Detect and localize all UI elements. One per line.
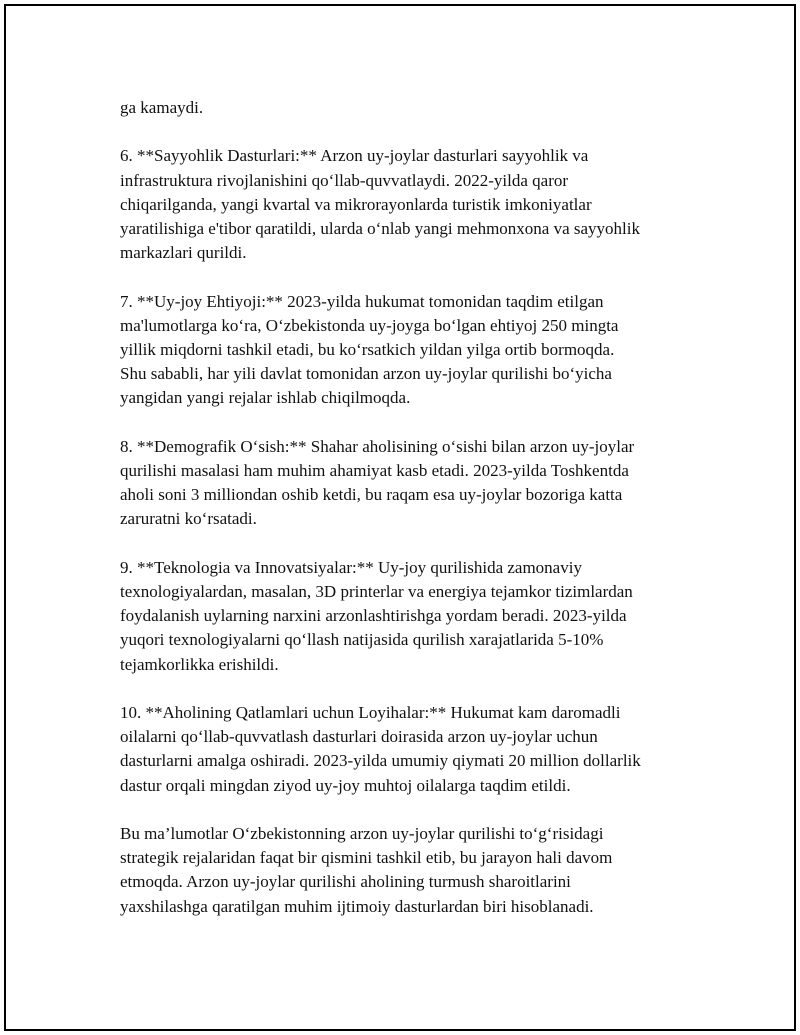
paragraph-item-10: 10. **Aholining Qatlamlari uchun Loyihalar:** Hukumat kam daromadli oilalarni qo‘llab-quvvatlash dasturlari doirasida arzon uy-joylar uchun dasturlarni amalga oshiradi. 2023-yilda umumiy qiymati 20 million dollarlik dastur orqali mingdan ziyod uy-joy muhtoj oilalarga taqdim etildi. xyxy=(120,703,641,795)
paragraph-item-9: 9. **Teknologia va Innovatsiyalar:** Uy-joy qurilishida zamonaviy texnologiyalardan, masalan, 3D printerlar va energiya tejamkor tizimlardan foydalanish uylarning narxini arzonlashtirishga yordam beradi. 2023-yilda yuqori texnologiyalarni qo‘llash natijasida qurilish xarajatlarida 5-10% tejamkorlikka erishildi. xyxy=(120,557,633,674)
paragraph-item-8: 8. **Demografik O‘sish:** Shahar aholisining o‘sishi bilan arzon uy-joylar qurilishi masalasi ham muhim ahamiyat kasb etadi. 2023-yilda Toshkentda aholi soni 3 milliondan oshib ketdi, bu raqam esa uy-joylar bozoriga katta zaruratni ko‘rsatadi. xyxy=(120,436,635,529)
paragraph-item-6: 6. **Sayyohlik Dasturlari:** Arzon uy-joylar dasturlari sayyohlik va infrastruktura rivojlanishini qo‘llab-quvvatlaydi. 2022-yilda qaror chiqarilganda, yangi kvartal va mikrorayonlarda turistik imkoniyatlar yaratilishiga e'tibor qaratildi, ularda o‘nlab yangi mehmonxona va sayyohlik markazlari qurildi. xyxy=(120,146,641,263)
paragraph-item-7: 7. **Uy-joy Ehtiyoji:** 2023-yilda hukumat tomonidan taqdim etilgan ma'lumotlarga ko‘ra, O‘zbekistonda uy-joyga bo‘lgan ehtiyoj 250 mingta yillik miqdorni tashkil etadi, bu ko‘rsatkich yildan yilga ortib bormoqda. Shu sababli, har yili davlat tomonidan arzon uy-joylar qurilishi bo‘yicha yangidan yangi rejalar ishlab chiqilmoqda. xyxy=(120,291,619,408)
paragraph-conclusion: Bu ma’lumotlar O‘zbekistonning arzon uy-joylar qurilishi to‘g‘risidagi strategik rejalaridan faqat bir qismini tashkil etib, bu jarayon hali davom etmoqda. Arzon uy-joylar qurilishi aholining turmush sharoitlarini yaxshilashga qaratilgan muhim ijtimoiy dasturlardan biri hisoblanadi. xyxy=(120,824,613,916)
document-body xyxy=(120,96,695,943)
page-border xyxy=(4,4,796,1031)
paragraph-continuation: ga kamaydi. xyxy=(120,98,204,117)
